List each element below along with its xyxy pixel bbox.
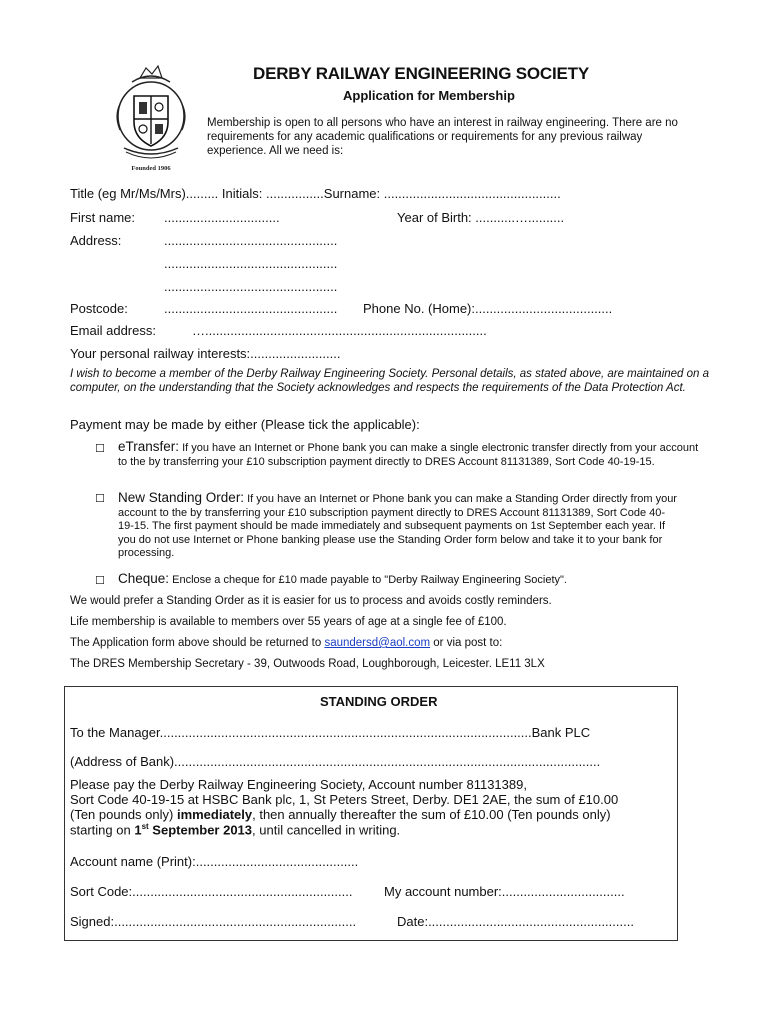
cheque-description: Enclose a cheque for £10 made payable to "Derby Railway Engineering Society". [172, 574, 567, 586]
page-title: DERBY RAILWAY ENGINEERING SOCIETY [253, 64, 589, 83]
address-field-line-3[interactable]: ................................................ [164, 279, 338, 294]
standing-order-instruction-line-1: Please pay the Derby Railway Engineering Society, Account number 81131389, [70, 777, 527, 792]
founded-text: Founded 1906 [131, 165, 171, 172]
account-name-field[interactable]: Account name (Print):............................................. [70, 854, 359, 869]
standing-order-instruction-line-4: starting on 1st September 2013, until cancelled in writing. [70, 822, 401, 838]
bank-manager-field[interactable]: To the Manager.......................................................................................................Bank PLC [70, 725, 591, 740]
etransfer-description: If you have an Internet or Phone bank you can make a single electronic transfer directly from your account to the by transferring your £10 subscription payment directly to DRES Account 81131389, Sort Code 40-19-15. [118, 442, 699, 468]
address-label: Address: [70, 233, 122, 248]
email-label: Email address: [70, 323, 156, 338]
standing-order-description: If you have an Internet or Phone bank you can make a Standing Order directly from your account to the by transferring your £10 subscription payment directly to DRES Account 81131389, Sort Code 40-19-15. The first payment should be made immediately and subsequent payments on 1st September each year. If you do not use Internet or Phone banking please use the Standing Order form below and take it to your bank for processing. [118, 493, 677, 559]
year-of-birth-field[interactable]: Year of Birth: ...........….......... [397, 210, 565, 225]
first-name-field[interactable]: ................................ [164, 210, 280, 225]
data-protection-declaration: I wish to become a member of the Derby Railway Engineering Society. Personal details, as stated above, are maintained on a computer, on the understanding that the Society acknowledges and respects the requirements of the Data Protection Act. [70, 368, 710, 394]
standing-order-preference: We would prefer a Standing Order as it is easier for us to process and avoids costly reminders. [70, 595, 552, 607]
page-subtitle: Application for Membership [343, 88, 515, 103]
standing-order-heading: STANDING ORDER [320, 694, 438, 709]
postcode-field[interactable]: ................................................ [164, 301, 338, 316]
my-account-number-field[interactable]: My account number:.................................. [384, 884, 625, 899]
title-initials-surname-field[interactable]: Title (eg Mr/Ms/Mrs)......... Initials: ................Surname: ................................................. [70, 186, 561, 201]
postal-address: The DRES Membership Secretary - 39, Outwoods Road, Loughborough, Leicester. LE11 3LX [70, 658, 545, 670]
sort-code-field[interactable]: Sort Code:............................................................. [70, 884, 353, 899]
email-field[interactable]: ….............................................................................. [192, 323, 487, 338]
etransfer-label: eTransfer: [118, 439, 180, 454]
address-field-line-2[interactable]: ................................................ [164, 256, 338, 271]
immediately-emphasis: immediately [176, 807, 253, 822]
start-date-month-year: September 2013 [148, 822, 253, 838]
bank-address-field[interactable]: (Address of Bank)...................................................................................................................... [70, 754, 601, 769]
cheque-option [118, 572, 708, 588]
cheque-label: Cheque: [118, 571, 170, 586]
address-field-line-1[interactable]: ................................................ [164, 233, 338, 248]
railway-interests-field[interactable]: Your personal railway interests:......................... [70, 346, 341, 361]
postcode-label: Postcode: [70, 301, 128, 316]
intro-text: Membership is open to all persons who have an interest in railway engineering. There are no requirements for any academic qualifications or requirements for any previous railway experience. All we need is: [207, 117, 678, 157]
standing-order-label: New Standing Order: [118, 490, 245, 505]
standing-order-checkbox[interactable]: ☐ [95, 493, 105, 505]
cheque-checkbox[interactable]: ☐ [95, 575, 105, 587]
return-instructions [70, 637, 502, 649]
ordinal-suffix: st [141, 822, 149, 831]
first-name-label: First name: [70, 210, 136, 225]
contact-email-link[interactable]: saundersd@aol.com [324, 637, 431, 649]
life-membership-note: Life membership is available to members over 55 years of age at a single fee of £100. [70, 616, 507, 628]
date-field[interactable]: Date:......................................................... [397, 914, 634, 929]
payment-heading: Payment may be made by either (Please tick the applicable): [70, 417, 420, 432]
signature-field[interactable]: Signed:................................................................... [70, 914, 357, 929]
standing-order-instruction-line-2: Sort Code 40-19-15 at HSBC Bank plc, 1, St Peters Street, Derby. DE1 2AE, the sum of £10.00 [70, 792, 619, 807]
home-phone-field[interactable]: Phone No. (Home):...................................... [363, 301, 613, 316]
return-suffix: or via post to: [430, 637, 503, 649]
standing-order-instruction-line-3: (Ten pounds only) immediately, then annually thereafter the sum of £10.00 (Ten pounds only) [70, 807, 611, 822]
society-crest-logo [112, 64, 190, 172]
return-prefix: The Application form above should be returned to [70, 637, 325, 649]
etransfer-checkbox[interactable]: ☐ [95, 443, 105, 455]
start-date-day: 1 [134, 822, 142, 838]
etransfer-option [118, 440, 708, 469]
standing-order-option [118, 491, 678, 561]
